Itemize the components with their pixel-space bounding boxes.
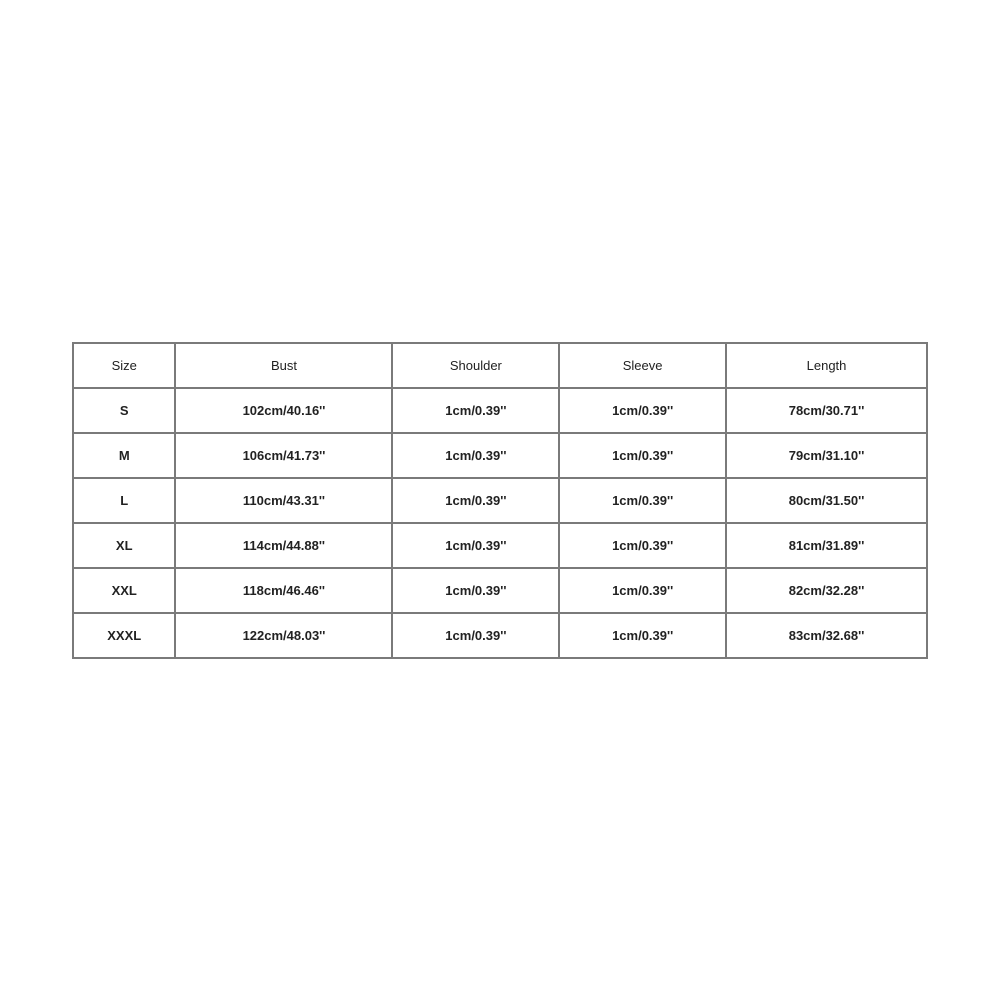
table-header <box>73 343 927 388</box>
cell-sleeve: 1cm/0.39'' <box>559 433 726 478</box>
cell-shoulder: 1cm/0.39'' <box>392 433 559 478</box>
cell-length: 79cm/31.10'' <box>726 433 927 478</box>
cell-length: 80cm/31.50'' <box>726 478 927 523</box>
cell-shoulder: 1cm/0.39'' <box>392 478 559 523</box>
header-row <box>73 343 927 388</box>
cell-size: XL <box>73 523 175 568</box>
header-shoulder: Shoulder <box>392 343 559 388</box>
table-row <box>73 388 927 433</box>
cell-bust: 102cm/40.16'' <box>175 388 392 433</box>
cell-length: 78cm/30.71'' <box>726 388 927 433</box>
size-chart-table <box>72 342 928 659</box>
cell-length: 83cm/32.68'' <box>726 613 927 658</box>
cell-bust: 106cm/41.73'' <box>175 433 392 478</box>
cell-size: XXXL <box>73 613 175 658</box>
cell-bust: 118cm/46.46'' <box>175 568 392 613</box>
cell-sleeve: 1cm/0.39'' <box>559 523 726 568</box>
cell-sleeve: 1cm/0.39'' <box>559 568 726 613</box>
table-row <box>73 568 927 613</box>
cell-size: M <box>73 433 175 478</box>
table-body <box>73 388 927 658</box>
table-row <box>73 523 927 568</box>
cell-size: XXL <box>73 568 175 613</box>
cell-size: L <box>73 478 175 523</box>
table-row <box>73 478 927 523</box>
cell-sleeve: 1cm/0.39'' <box>559 478 726 523</box>
cell-shoulder: 1cm/0.39'' <box>392 523 559 568</box>
cell-length: 82cm/32.28'' <box>726 568 927 613</box>
cell-bust: 122cm/48.03'' <box>175 613 392 658</box>
table-row <box>73 433 927 478</box>
header-sleeve: Sleeve <box>559 343 726 388</box>
cell-shoulder: 1cm/0.39'' <box>392 388 559 433</box>
header-size: Size <box>73 343 175 388</box>
header-length: Length <box>726 343 927 388</box>
cell-bust: 114cm/44.88'' <box>175 523 392 568</box>
cell-bust: 110cm/43.31'' <box>175 478 392 523</box>
cell-sleeve: 1cm/0.39'' <box>559 388 726 433</box>
header-bust: Bust <box>175 343 392 388</box>
cell-shoulder: 1cm/0.39'' <box>392 568 559 613</box>
cell-shoulder: 1cm/0.39'' <box>392 613 559 658</box>
cell-sleeve: 1cm/0.39'' <box>559 613 726 658</box>
table-row <box>73 613 927 658</box>
cell-size: S <box>73 388 175 433</box>
cell-length: 81cm/31.89'' <box>726 523 927 568</box>
